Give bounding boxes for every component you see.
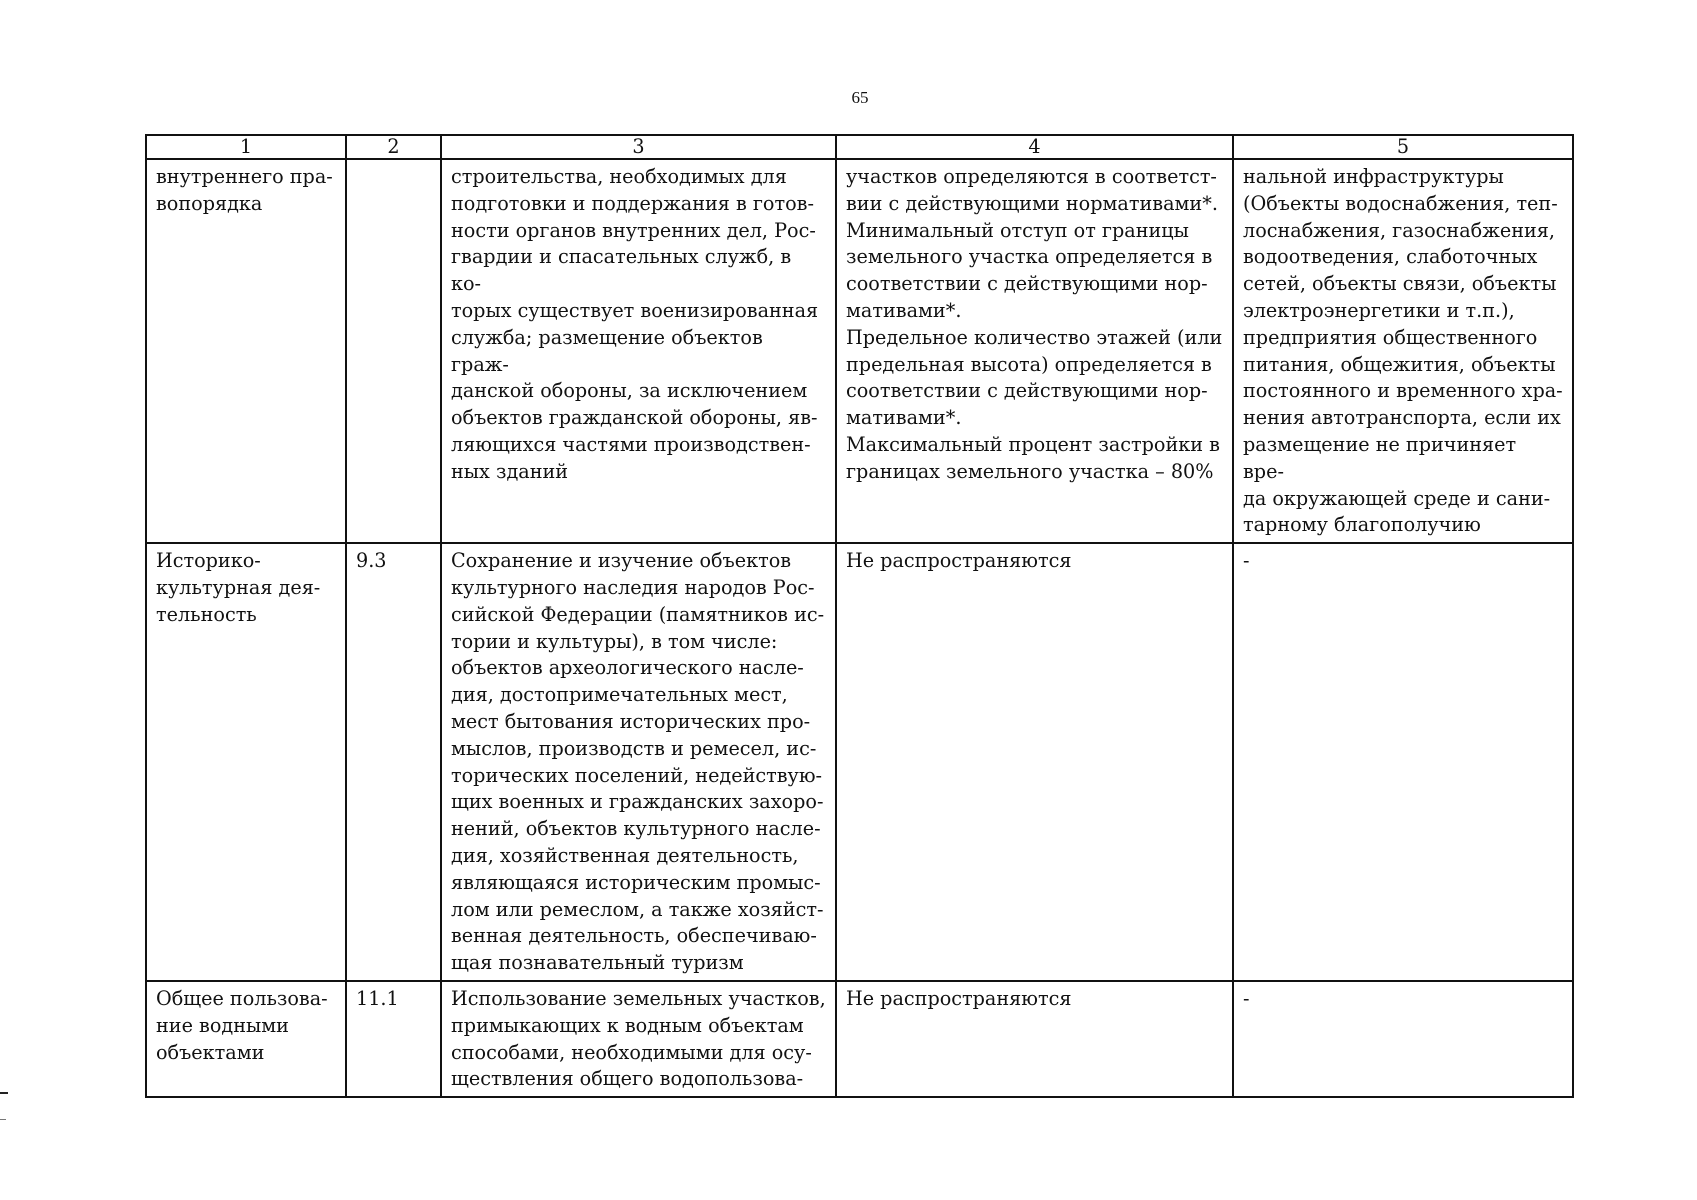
use-type-code: 9.3 [346, 543, 441, 981]
use-type-code: 11.1 [346, 981, 441, 1097]
use-type-code [346, 159, 441, 543]
construction-parameters: участков определяются в соответст- вии с действующими нормативами*. Минимальный отступ от границы земельного участка определяется в соответствии с действующими нор- мативами*. Предельное количество этажей (или предельная высота) определяется в соответствии с действующими нор- мативами*. Максимальный процент застройки в границах земельного участка – 80% [836, 159, 1233, 543]
auxiliary-uses: нальной инфраструктуры (Объекты водоснабжения, теп- лоснабжения, газоснабжения, водоотведения, слаботочных сетей, объекты связи, объекты электроэнергетики и т.п.), предприятия общественного питания, общежития, объекты постоянного и временного хра- нения автотранспорта, если их размещение не причиняет вре- да окружающей среде и сани- тарному благополучию [1233, 159, 1573, 543]
auxiliary-uses: - [1233, 543, 1573, 981]
margin-mark [0, 1119, 6, 1120]
page-number: 65 [851, 88, 869, 107]
margin-mark [0, 1092, 8, 1094]
use-type-description: строительства, необходимых для подготовки и поддержания в готов- ности органов внутренних дел, Рос- гвардии и спасательных служб, в ко- торых существует военизированная служба; размещение объектов граж- данской обороны, за исключением объектов гражданской обороны, яв- ляющихся частями производствен- ных зданий [441, 159, 836, 543]
construction-parameters: Не распространяются [836, 543, 1233, 981]
regulations-table [145, 134, 1574, 1098]
table-row [146, 159, 1573, 543]
table-row [146, 543, 1573, 981]
header-col-3: 3 [441, 135, 836, 159]
use-type-name: Общее пользова- ние водными объектами [146, 981, 346, 1097]
header-col-2: 2 [346, 135, 441, 159]
use-type-description: Сохранение и изучение объектов культурного наследия народов Рос- сийской Федерации (памятников ис- тории и культуры), в том числе: объектов археологического насле- дия, достопримечательных мест, мест бытования исторических про- мыслов, производств и ремесел, ис- торических поселений, недействую- щих военных и гражданских захоро- нений, объектов культурного насле- дия, хозяйственная деятельность, являющаяся историческим промыс- лом или ремеслом, а также хозяйст- венная деятельность, обеспечиваю- щая познавательный туризм [441, 543, 836, 981]
table-header-row [146, 135, 1573, 159]
table-row [146, 981, 1573, 1097]
construction-parameters: Не распространяются [836, 981, 1233, 1097]
auxiliary-uses: - [1233, 981, 1573, 1097]
header-col-1: 1 [146, 135, 346, 159]
header-col-4: 4 [836, 135, 1233, 159]
header-col-5: 5 [1233, 135, 1573, 159]
use-type-name: внутреннего пра- вопорядка [146, 159, 346, 543]
use-type-description: Использование земельных участков, примыкающих к водным объектам способами, необходимыми для осу- ществления общего водопользова- [441, 981, 836, 1097]
use-type-name: Историко- культурная дея- тельность [146, 543, 346, 981]
